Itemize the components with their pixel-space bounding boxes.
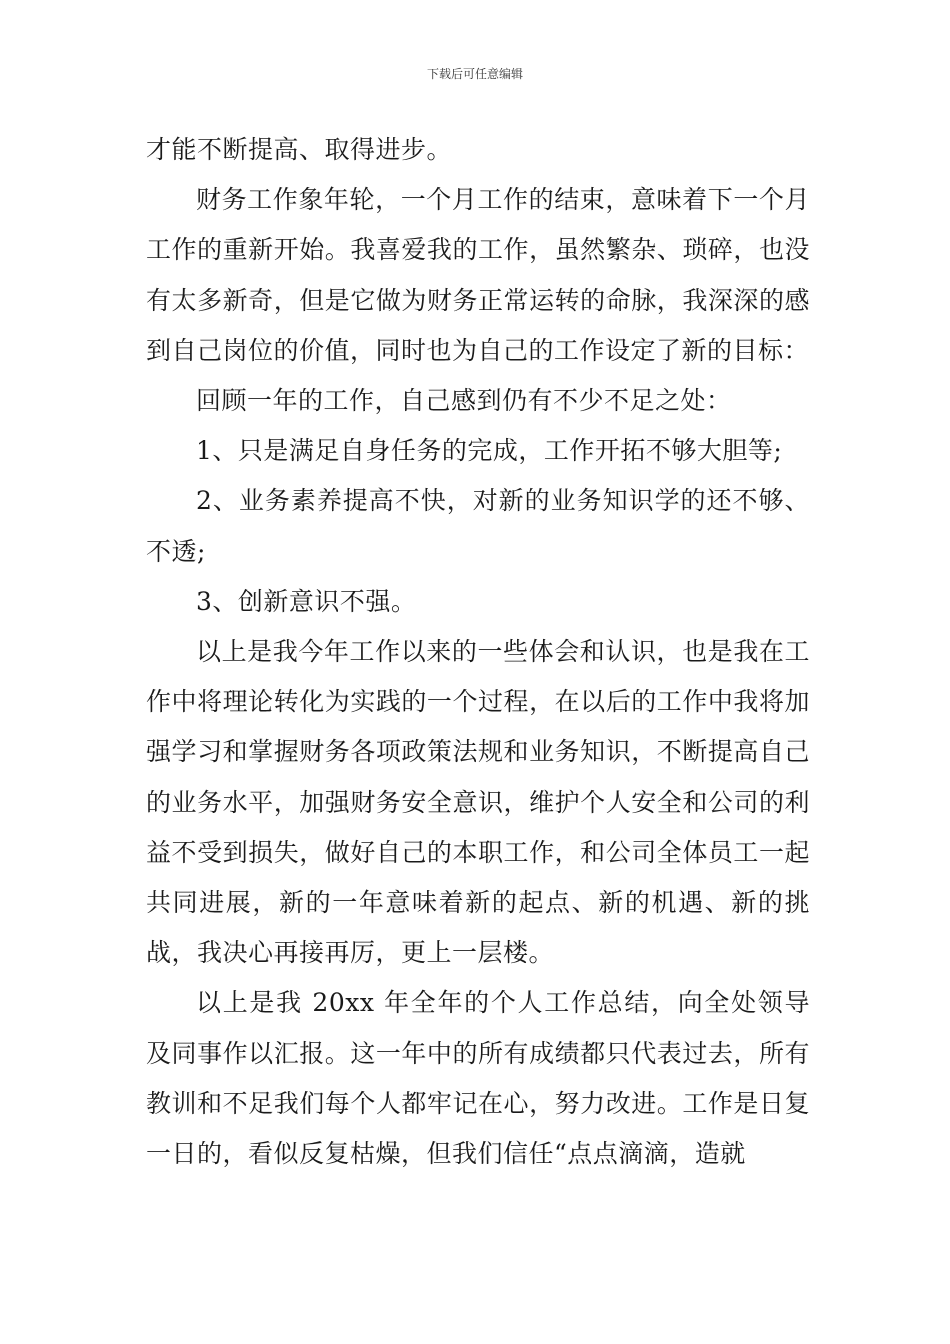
list-item-shortcoming-3: 3、创新意识不强。: [196, 586, 417, 616]
paragraph-annual-rings: 财务工作象年轮，一个月工作的结束，意味着下一个月工作的重新开始。我喜爱我的工作，虽然繁杂、琐碎，也没有太多新奇，但是它做为财务正常运转的命脉，我深深的感到自己岗位的价值，同时也为自己的工作设定了新的目标：: [146, 185, 810, 365]
paragraph-summary: 以上是我 20xx 年全年的个人工作总结，向全处领导及同事作以汇报。这一年中的所有成绩都只代表过去，所有教训和不足我们每个人都牢记在心，努力改进。工作是日复一日的，看似反复枯燥，但我们信任“点点滴滴，造就: [146, 988, 810, 1169]
paragraph-review-intro: 回顾一年的工作，自己感到仍有不少不足之处：: [196, 386, 732, 416]
list-item-shortcoming-2: 2、业务素养提高不快，对新的业务知识学的还不够、不透;: [146, 486, 810, 566]
paragraph-plans: 以上是我今年工作以来的一些体会和认识，也是我在工作中将理论转化为实践的一个过程，在以后的工作中我将加强学习和掌握财务各项政策法规和业务知识，不断提高自己的业务水平，加强财务安全意识，维护个人安全和公司的利益不受到损失，做好自己的本职工作，和公司全体员工一起共同进展，新的一年意味着新的起点、新的机遇、新的挑战，我决心再接再厉，更上一层楼。: [146, 637, 810, 968]
document-body: [146, 125, 810, 1179]
list-item-shortcoming-1: 1、只是满足自身任务的完成，工作开拓不够大胆等;: [196, 436, 783, 466]
page-header: 下载后可任意编辑: [426, 67, 523, 81]
paragraph-continuation: 才能不断提高、取得进步。: [146, 135, 453, 164]
